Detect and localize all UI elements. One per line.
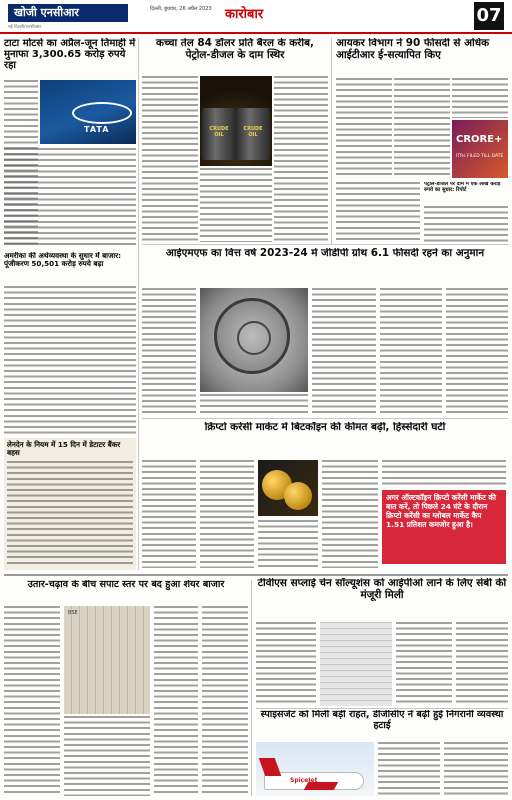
article-body xyxy=(154,606,198,796)
article-body xyxy=(200,460,254,568)
article-headline: आईएमएफ का वित्त वर्ष 2023-24 में जीडीपी ग्रोथ 6.1 फीसदी रहने का अनुमान xyxy=(165,248,485,259)
article-headline: कच्चा तेल 84 डॉलर प्रति बैरल के करीब, पेट्रोल-डीजल के दाम स्थिर xyxy=(155,38,314,61)
article-box-ma xyxy=(4,438,136,570)
article-body xyxy=(256,622,316,706)
tata-emblem-icon xyxy=(72,102,132,124)
article-headline: उतार-चढ़ाव के बीच सपाट स्तर पर बंद हुआ शेयर बाजार xyxy=(27,580,225,590)
section-divider xyxy=(256,708,508,709)
itr-filing-image xyxy=(452,120,508,178)
article-headline: आयकर विभाग ने 90 फीसदी से अधिक आईटीआर ई-सत्यापित किए xyxy=(336,38,490,61)
article-headline: लेनदेन के नियम में 15 दिन में डेटाटर बैंकर बहस xyxy=(7,440,121,458)
masthead xyxy=(0,0,512,34)
article-body xyxy=(380,288,442,416)
page-number: 07 xyxy=(474,2,504,30)
article-body xyxy=(202,606,248,796)
column-divider xyxy=(331,38,332,244)
article-body xyxy=(452,78,508,118)
article-headline: स्पाइसजेट को मिली बड़ी राहत, डीजीसीए ने बढ़ी हुई निगरानी व्यवस्था हटाई xyxy=(260,710,504,731)
article-body xyxy=(378,742,440,796)
article-body xyxy=(312,288,376,416)
crude-oil-barrels-image xyxy=(200,76,272,166)
section-title: कारोबार xyxy=(225,7,264,22)
spicejet-aircraft-image xyxy=(256,742,374,796)
article-body xyxy=(336,182,420,242)
section-divider xyxy=(4,574,508,576)
section-divider xyxy=(142,418,508,419)
article-body xyxy=(396,622,452,706)
stock-board-image xyxy=(320,622,392,706)
bitcoin-icon xyxy=(284,482,312,510)
image-label: TATA xyxy=(84,125,110,134)
crypto-highlight-box xyxy=(382,490,506,564)
barrel-icon: CRUDE OIL xyxy=(202,108,236,160)
article-body xyxy=(4,606,60,796)
aircraft-tail xyxy=(259,758,282,776)
article-headline: क्रिप्टो करेंसी मार्केट में बिटकॉइन की कीमत बढ़ी, हिस्सेदारी घटी xyxy=(204,422,446,433)
article-subheadline-box xyxy=(424,182,508,204)
dateline: दिल्ली, बुधवार, 26 अप्रैल 2023 xyxy=(150,6,212,12)
newspaper-brand: खोजी एनसीआर xyxy=(8,4,128,22)
article-headline: टीवीएस सप्लाई चेन सॉल्यूशंस को आईपीओ लाने के लिए सेबी की मंजूरी मिली xyxy=(257,578,507,601)
article-body xyxy=(64,716,150,796)
section-divider xyxy=(142,244,508,245)
article-body xyxy=(142,460,196,568)
article-body xyxy=(322,460,378,568)
image-big-text: CRORE+ xyxy=(456,134,503,145)
crypto-coins-image xyxy=(258,460,318,516)
column-divider xyxy=(138,38,139,570)
image-label: SpiceJet xyxy=(290,777,318,784)
article-body xyxy=(258,520,318,568)
article-body xyxy=(336,78,392,178)
image-label: BSE xyxy=(68,610,78,616)
tata-logo-image xyxy=(40,80,136,144)
article-body xyxy=(274,76,328,242)
highlight-text: अगर ऑल्टकॉइन क्रिप्टो करेंसी मार्केट की बात करें, तो पिछले 24 घंटे के दौरान क्रिप्टो करेंसी का ग्लोबल मार्केट कैप 1.51 प्रतिशत कमजोर हुआ है। xyxy=(386,493,497,529)
image-small-text: ITRs FILED TILL DATE xyxy=(456,154,504,159)
imf-emblem-icon xyxy=(214,298,290,374)
article-imf-headline-box xyxy=(142,248,508,284)
article-body xyxy=(394,78,450,178)
edition-line: नई दिल्ली/एनसीआर xyxy=(8,25,42,30)
article-body xyxy=(456,622,508,706)
article-tax-headline-box xyxy=(336,38,508,74)
article-body xyxy=(446,288,508,416)
article-spicejet-headline-box xyxy=(256,710,508,740)
stock-market-image xyxy=(64,606,150,714)
column-divider xyxy=(251,580,252,796)
article-body xyxy=(382,460,506,488)
article-body xyxy=(200,394,308,416)
article-oil-headline-box xyxy=(142,38,328,72)
article-body xyxy=(142,76,198,242)
article-body xyxy=(142,288,196,416)
article-body xyxy=(444,742,508,796)
article-body xyxy=(4,148,136,248)
imf-seal-image xyxy=(200,288,308,392)
article-tvs-headline-box xyxy=(256,578,508,620)
article-body xyxy=(4,286,136,434)
article-crypto-headline-box xyxy=(142,422,508,458)
article-market-headline-box xyxy=(4,580,248,602)
article-tcs-headline-box xyxy=(4,252,136,284)
article-body xyxy=(200,168,272,242)
article-body xyxy=(424,206,508,242)
barrel-icon: CRUDE OIL xyxy=(236,108,270,160)
article-headline: टाटा मोटर्स का अप्रैल-जून तिमाही में मुनाफा 3,300.65 करोड़ रुपये रहा xyxy=(4,38,136,72)
article-subheadline: पेट्रोल-डीजल पर दाम में एक लाख करोड़ रुपये का सुधार: रिपोर्ट xyxy=(424,182,501,193)
article-headline: अमरीका की अर्थव्यवस्था के सुधार में बाजार: पूंजीकरण 50,501 करोड़ रुपये बढ़ा xyxy=(4,252,122,269)
